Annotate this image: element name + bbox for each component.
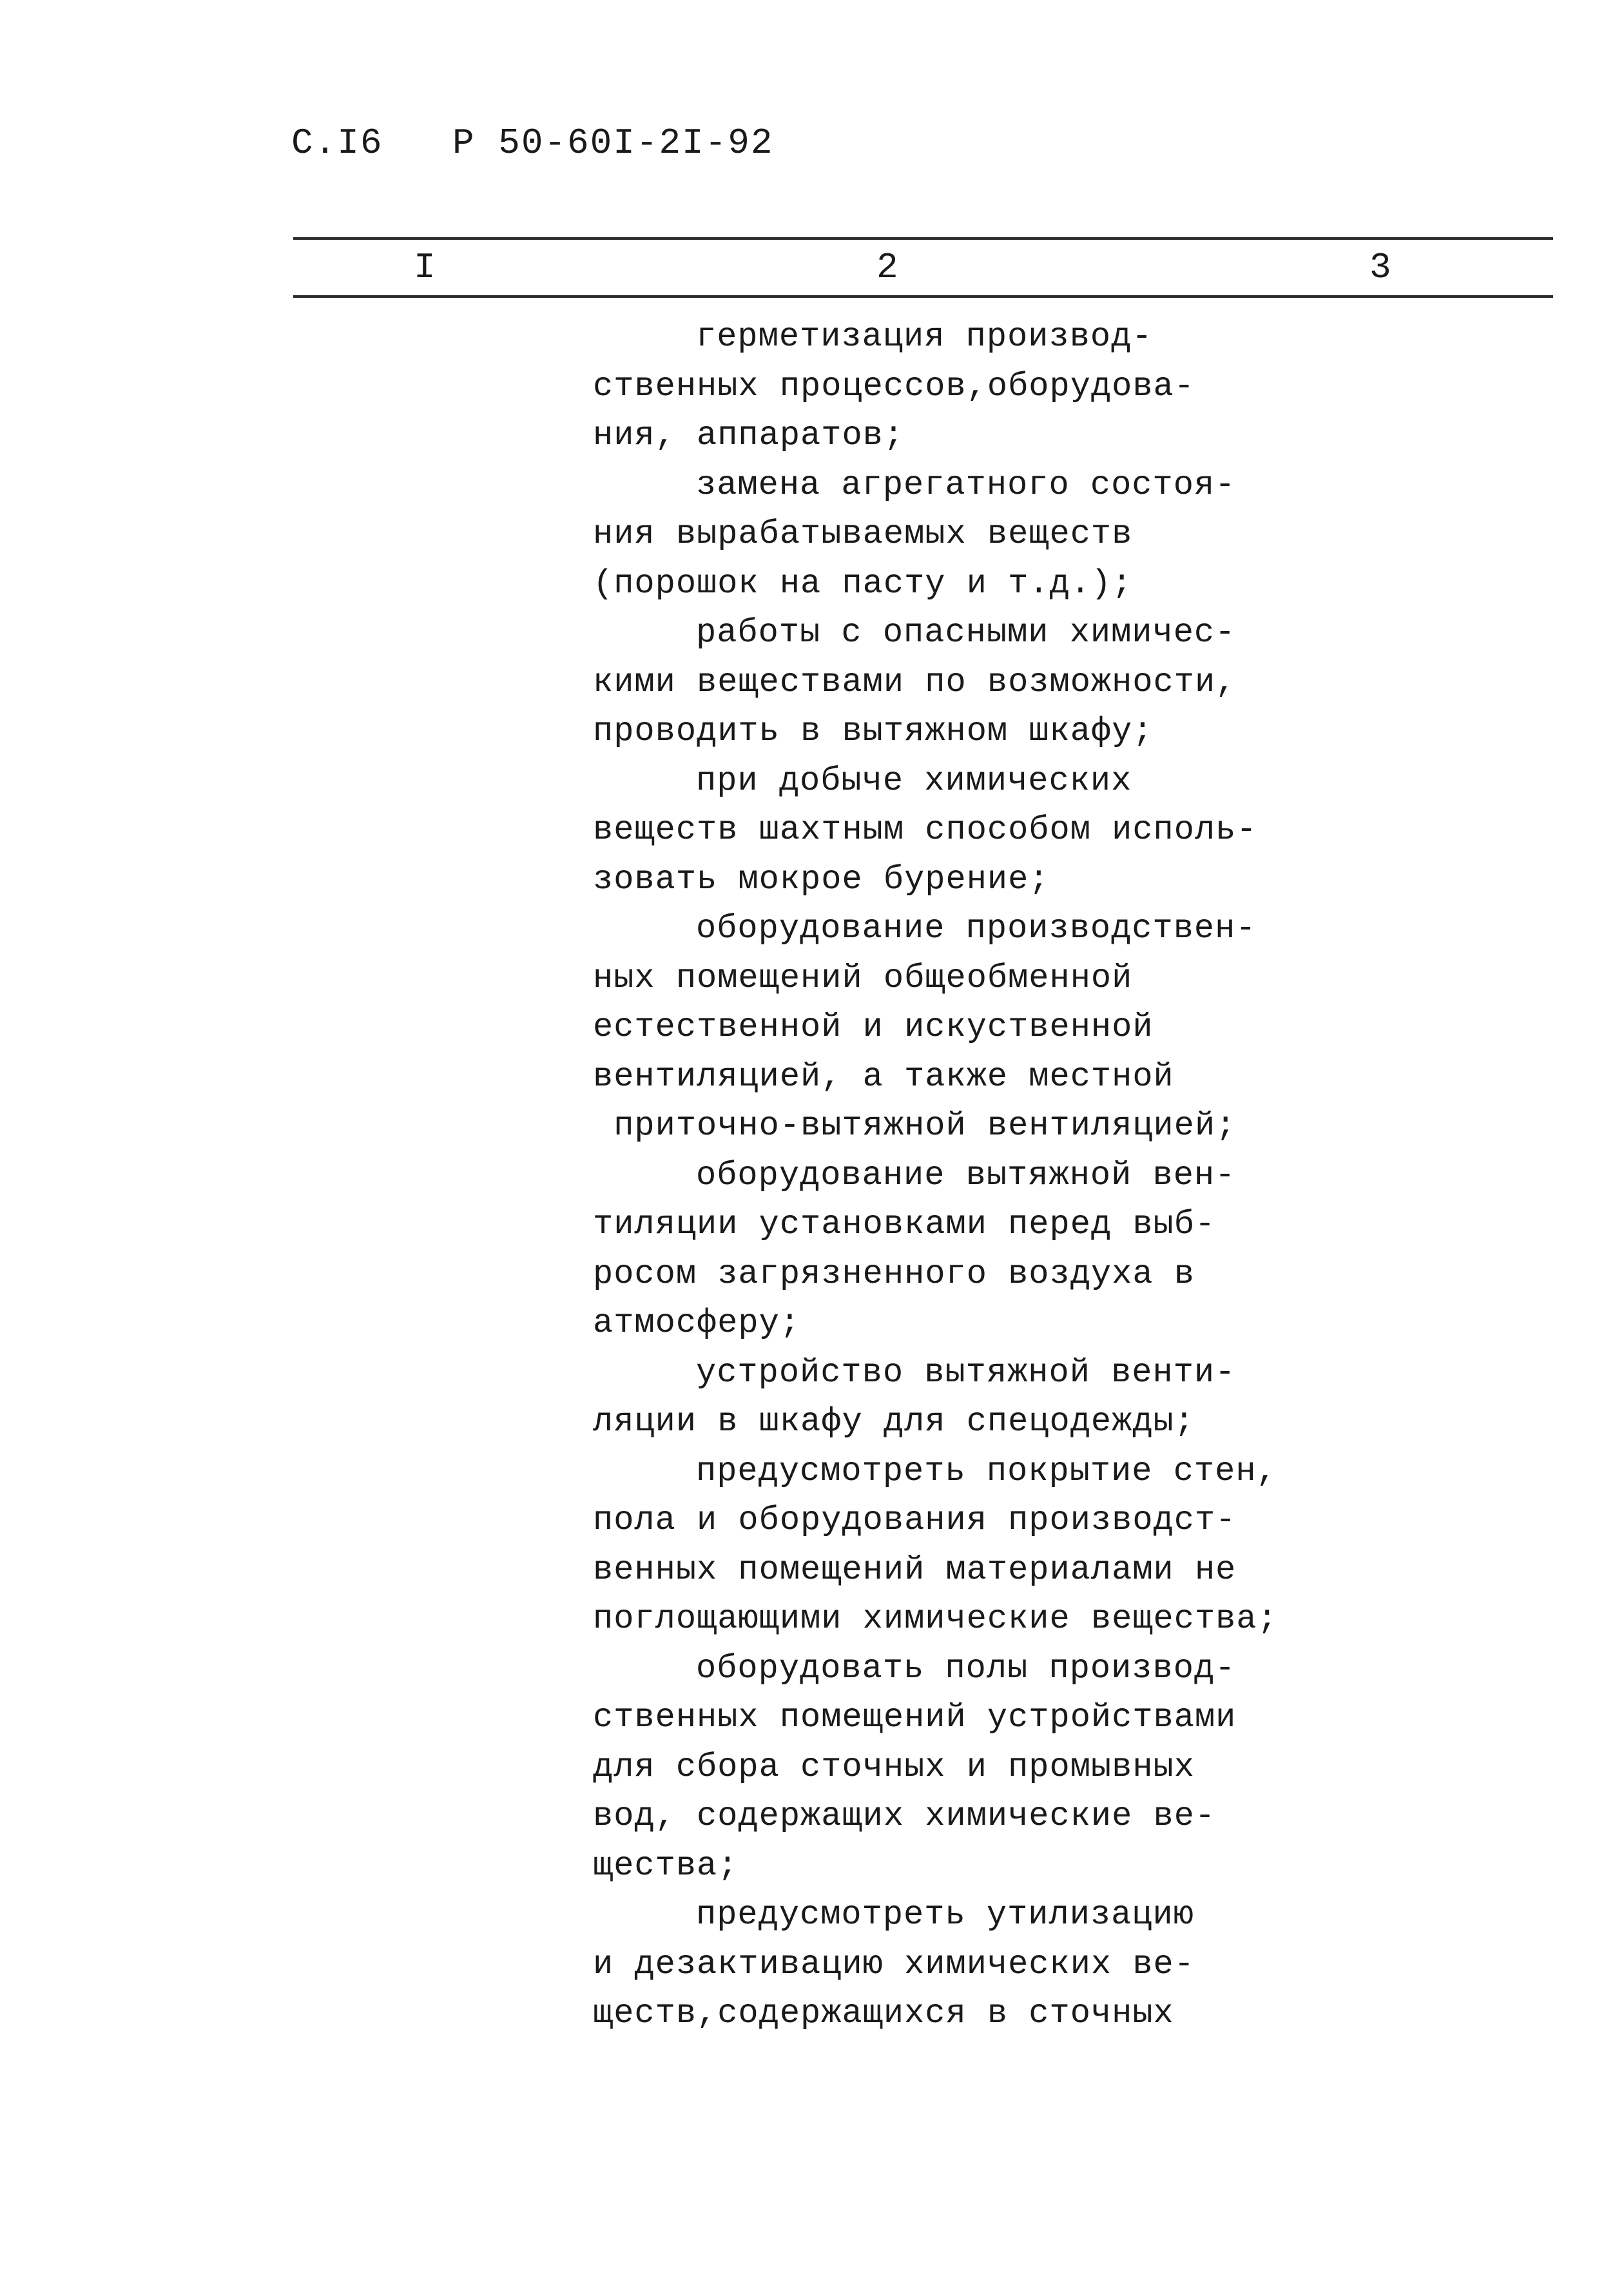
table-column-2-text: [593, 313, 1560, 2039]
text-line: вентиляцией, а также местной: [593, 1057, 1174, 1096]
text-line: пола и оборудования производст-: [593, 1501, 1237, 1539]
text-line: приточно-вытяжной вентиляцией;: [593, 1107, 1237, 1145]
text-line: поглощающими химические вещества;: [593, 1600, 1278, 1638]
text-line: ственных помещений устройствами: [593, 1699, 1237, 1737]
page-number: С.I6: [291, 122, 383, 164]
text-line: предусмотреть покрытие стен,: [696, 1452, 1277, 1490]
text-line: устройство вытяжной венти-: [696, 1353, 1236, 1392]
text-line: замена агрегатного состоя-: [696, 465, 1236, 504]
text-line: естественной и искуственной: [593, 1008, 1154, 1046]
text-line: (порошок на пасту и т.д.);: [593, 564, 1133, 603]
table-header-bottom-rule: [293, 295, 1553, 298]
text-line: венных помещений материалами не: [593, 1550, 1237, 1589]
text-line: проводить в вытяжном шкафу;: [593, 712, 1154, 750]
text-line: ляции в шкафу для спецодежды;: [593, 1403, 1195, 1441]
text-line: росом загрязненного воздуха в: [593, 1254, 1195, 1293]
table-top-rule: [293, 237, 1553, 240]
column-number-3: 3: [1369, 247, 1391, 288]
text-line: при добыче химических: [696, 761, 1132, 800]
text-line: ществ,содержащихся в сточных: [593, 1994, 1174, 2032]
text-line: ния вырабатываемых веществ: [593, 515, 1133, 553]
text-line: атмосферу;: [593, 1304, 801, 1342]
text-line: работы с опасными химичес-: [696, 614, 1236, 652]
text-line: оборудование производствен-: [696, 910, 1257, 948]
text-line: оборудовать полы производ-: [696, 1649, 1236, 1688]
column-number-1: I: [414, 247, 436, 288]
text-line: и дезактивацию химических ве-: [593, 1945, 1195, 1983]
text-line: кими веществами по возможности,: [593, 663, 1237, 701]
text-line: оборудование вытяжной вен-: [696, 1156, 1236, 1194]
text-line: веществ шахтным способом исполь-: [593, 811, 1257, 849]
column-number-2: 2: [876, 247, 898, 288]
text-line: ния, аппаратов;: [593, 416, 905, 454]
text-line: герметизация производ-: [696, 318, 1153, 356]
text-line: щества;: [593, 1846, 739, 1885]
text-line: для сбора сточных и промывных: [593, 1747, 1195, 1786]
text-line: зовать мокрое бурение;: [593, 860, 1050, 899]
text-line: ных помещений общеобменной: [593, 959, 1133, 997]
page-header: [291, 122, 773, 164]
text-line: вод, содержащих химические ве-: [593, 1797, 1216, 1835]
document-code: Р 50-60I-2I-92: [452, 122, 774, 164]
text-line: предусмотреть утилизацию: [696, 1896, 1194, 1934]
text-line: тиляции установками перед выб-: [593, 1205, 1216, 1243]
text-line: ственных процессов,оборудова-: [593, 367, 1195, 405]
